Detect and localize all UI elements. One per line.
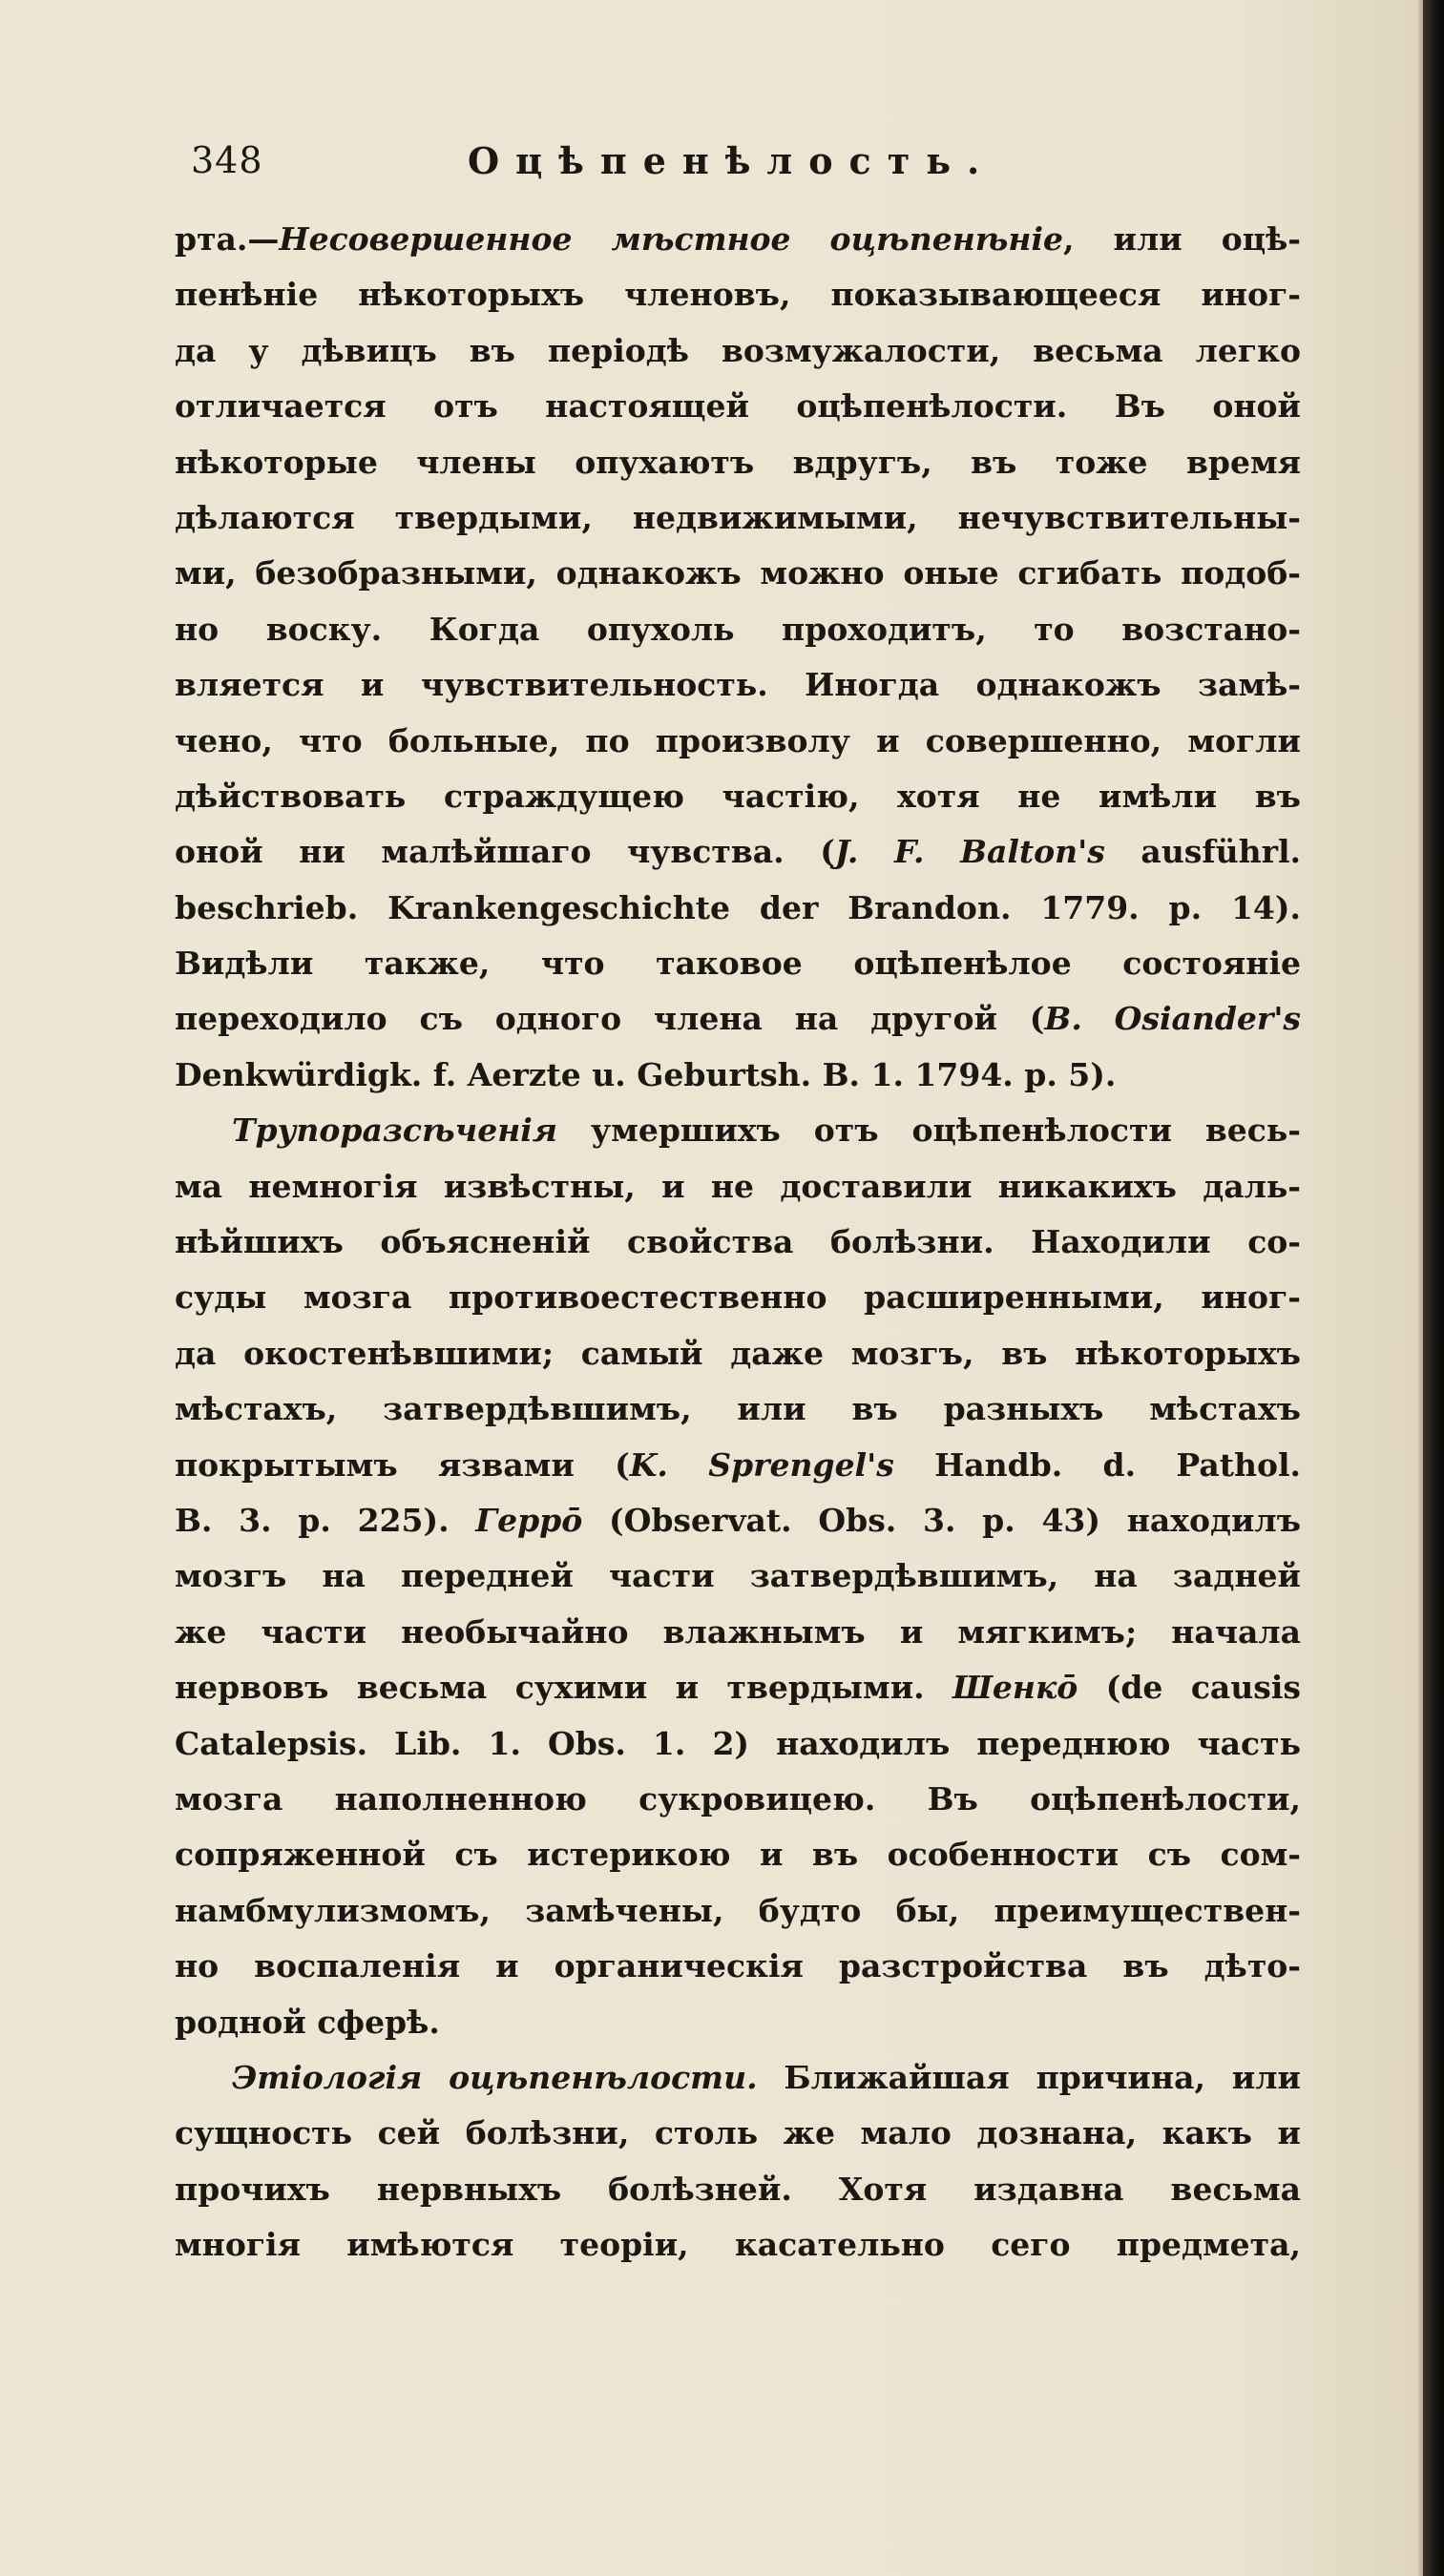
text-line <box>175 323 1301 379</box>
text-span: Видѣли также, что таковое оцѣпенѣлое состояніе <box>175 945 1301 983</box>
text-line <box>175 212 1301 267</box>
text-span: нервовъ весьма сухими и твердыми. <box>175 1669 953 1707</box>
text-line <box>175 2162 1301 2217</box>
text-span: прочихъ нервныхъ болѣзней. Хотя издавна весьма <box>175 2170 1301 2208</box>
text-line <box>175 1048 1301 1103</box>
text-span: но воспаленія и органическія разстройства въ дѣто- <box>175 1947 1301 1985</box>
text-line <box>175 546 1301 601</box>
text-span: пенѣніе нѣкоторыхъ членовъ, показывающееся иног- <box>175 276 1301 314</box>
text-span: , или оцѣ- <box>1063 220 1301 258</box>
italic-span: B. Osiander's <box>1044 1000 1301 1038</box>
text-line <box>175 2217 1301 2273</box>
text-span: дѣйствовать страждущею частію, хотя не имѣли въ <box>175 777 1301 815</box>
text-line <box>175 936 1301 991</box>
text-span: beschrieb. Krankengeschichte der Brandon. 1779. p. 14). <box>175 888 1301 926</box>
text-line <box>175 1270 1301 1325</box>
text-line <box>175 1716 1301 1772</box>
text-line <box>175 602 1301 657</box>
text-line <box>175 1883 1301 1939</box>
text-span: ма немногія извѣстны, и не доставили никакихъ даль- <box>175 1167 1301 1205</box>
running-head: Оцѣпенѣлость. <box>468 139 996 182</box>
text-span: сопряженной съ истерикою и въ особенности съ сом- <box>175 1836 1301 1874</box>
text-line <box>175 1995 1301 2050</box>
text-line <box>175 435 1301 490</box>
text-span: (Observat. Obs. 3. p. 43) находилъ <box>582 1501 1302 1539</box>
text-span: да окостенѣвшими; самый даже мозгъ, въ нѣкоторыхъ <box>175 1334 1301 1372</box>
text-span: суды мозга противоестественно расширенными, иног- <box>175 1278 1301 1317</box>
text-line <box>175 2050 1301 2106</box>
text-line <box>175 1493 1301 1548</box>
text-span: нѣйшихъ объясненій свойства болѣзни. Находили со- <box>175 1223 1301 1261</box>
text-span: чено, что больные, по произволу и совершенно, могли <box>175 721 1301 759</box>
italic-span: Геррō <box>475 1501 583 1539</box>
text-span: многія имѣются теоріи, касательно сего предмета, <box>175 2226 1301 2264</box>
text-span: дѣлаются твердыми, недвижимыми, нечувствительны- <box>175 498 1301 536</box>
text-span: ми, безобразными, однакожъ можно оные сгибать подоб- <box>175 554 1301 592</box>
text-line <box>175 267 1301 322</box>
text-line <box>175 2106 1301 2161</box>
text-line <box>175 1326 1301 1381</box>
italic-span: K. Sprengel's <box>629 1445 894 1484</box>
text-span: вляется и чувствительность. Иногда однакожъ замѣ- <box>175 666 1301 704</box>
text-line <box>175 824 1301 880</box>
text-span: рта.— <box>175 220 280 258</box>
text-line <box>175 1159 1301 1215</box>
text-span: намбмулизмомъ, замѣчены, будто бы, преимуществен- <box>175 1891 1301 1929</box>
text-line <box>175 714 1301 769</box>
page-header <box>172 139 1298 189</box>
text-line <box>175 1103 1301 1158</box>
text-span: Denkwürdigk. f. Aerzte u. Geburtsh. B. 1. 1794. p. 5). <box>175 1055 1117 1093</box>
text-span: Catalepsis. Lib. 1. Obs. 1. 2) находилъ переднюю часть <box>175 1724 1301 1762</box>
text-span: мозга наполненною сукровицею. Въ оцѣпенѣлости, <box>175 1779 1301 1818</box>
text-line <box>175 1827 1301 1882</box>
italic-span: Несовершенное мѣстное оцѣпенѣніе <box>279 220 1063 258</box>
text-line <box>175 769 1301 824</box>
text-span: сущность сей болѣзни, столь же мало дознана, какъ и <box>175 2114 1301 2152</box>
text-span: оной ни малѣйшаго чувства. ( <box>175 833 835 871</box>
italic-span: Трупоразсѣченія <box>232 1111 558 1150</box>
text-span: Handb. d. Pathol. <box>893 1445 1301 1484</box>
text-line <box>175 1215 1301 1270</box>
text-span: умершихъ отъ оцѣпенѣлости весь- <box>557 1111 1301 1150</box>
text-span: но воску. Когда опухоль проходитъ, то возстано- <box>175 610 1301 648</box>
text-line <box>175 379 1301 434</box>
page-edge <box>1423 0 1444 2576</box>
text-line <box>175 490 1301 546</box>
text-span: Ближайшая причина, или <box>757 2058 1301 2096</box>
italic-span: J. F. Balton's <box>834 833 1105 871</box>
text-line <box>175 1660 1301 1715</box>
text-span: да у дѣвицъ въ періодѣ возмужалости, весьма легко <box>175 331 1301 369</box>
text-span: покрытымъ язвами ( <box>175 1445 630 1484</box>
italic-span: Шенкō <box>952 1669 1078 1707</box>
text-line <box>175 657 1301 713</box>
text-span: (de causis <box>1078 1669 1301 1707</box>
text-span: нѣкоторые члены опухаютъ вдругъ, въ тоже время <box>175 443 1301 481</box>
text-line <box>175 991 1301 1047</box>
text-span: ausführl. <box>1104 833 1301 871</box>
text-span: отличается отъ настоящей оцѣпенѣлости. Въ оной <box>175 387 1301 426</box>
text-line <box>175 1548 1301 1604</box>
page-number: 348 <box>191 139 263 181</box>
text-span: родной сферѣ. <box>175 2003 440 2041</box>
text-line <box>175 1772 1301 1827</box>
text-line <box>175 881 1301 936</box>
text-line <box>175 1939 1301 1994</box>
text-line <box>175 1605 1301 1660</box>
text-span: B. 3. p. 225). <box>175 1501 476 1539</box>
text-span: мѣстахъ, затвердѣвшимъ, или въ разныхъ мѣстахъ <box>175 1390 1301 1428</box>
italic-span: Этіологія оцѣпенѣлости. <box>232 2058 758 2096</box>
text-line <box>175 1381 1301 1437</box>
text-line <box>175 1438 1301 1493</box>
text-span: мозгъ на передней части затвердѣвшимъ, на задней <box>175 1557 1301 1595</box>
text-span: переходило съ одного члена на другой ( <box>175 1000 1045 1038</box>
body-text <box>175 212 1301 2273</box>
text-span: же части необычайно влажнымъ и мягкимъ; начала <box>175 1612 1301 1651</box>
